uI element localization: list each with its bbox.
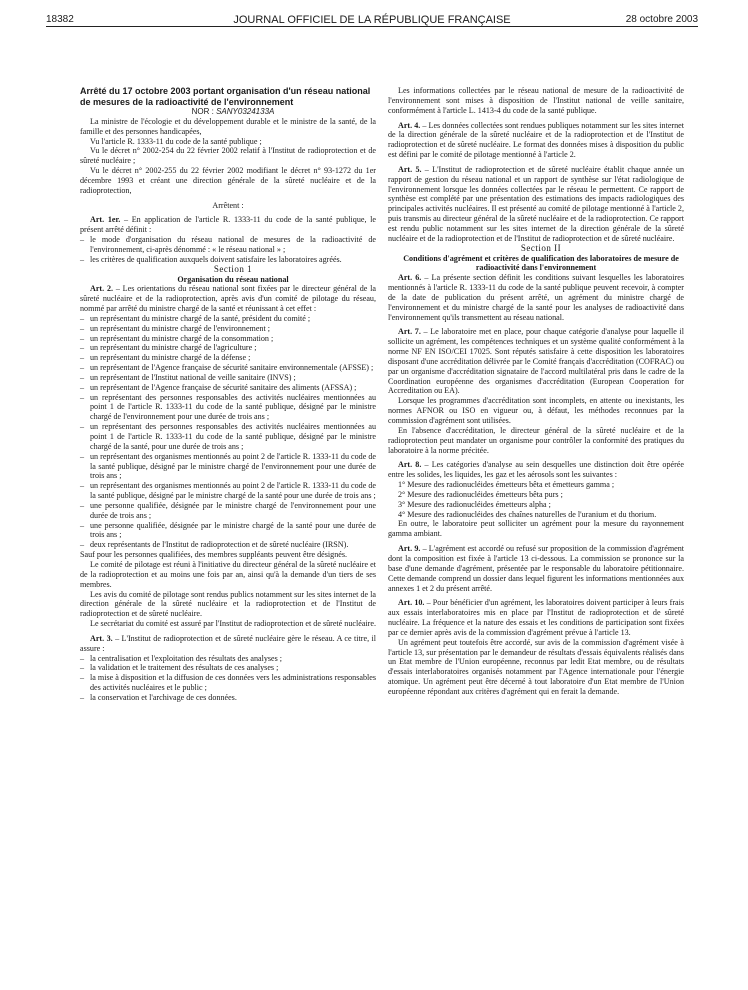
list-item: 1° Mesure des radionucléides émetteurs bêta et émetteurs gamma ; xyxy=(398,480,615,490)
paragraph: Lorsque les programmes d'accréditation sont incomplets, en attente ou inexistants, les normes AFNOR ou ISO en vigueur ou, à défaut, les méthodes reconnues par la commission d'agrément sont utilisées. xyxy=(388,396,684,425)
paragraph: En outre, le laboratoire peut solliciter un agrément pour la mesure du rayonnement gamma ambiant. xyxy=(388,519,684,539)
article-text: – En application de l'article R. 1333-11 du code de la santé publique, le présent arrêté définit : xyxy=(80,215,376,235)
header-rule xyxy=(46,26,698,27)
article-2 xyxy=(80,284,376,314)
section-title: Conditions d'agrément et critères de qualification des laboratoires de mesure de radioactivité dans l'environnement xyxy=(403,253,679,273)
paragraph: Le comité de pilotage est réuni à l'initiative du directeur général de la sûreté nucléaire et de la radioprotection et au moins une fois par an, ainsi qu'à la demande d'un tiers de ses membres. xyxy=(80,559,376,589)
article-text: – Pour bénéficier d'un agrément, les laboratoires doivent participer à leurs frais aux essais interlaboratoires mis en place par l'Institut de radioprotection et de sûreté nucléaire. La fréquence et la nature des essais et les conditions de participation sont fixées par ce dernier après avis de la commission d'agrément prévue à l'article 13. xyxy=(388,598,685,637)
article-label: Art. 7. xyxy=(398,327,421,337)
journal-title: JOURNAL OFFICIEL DE LA RÉPUBLIQUE FRANÇAISE xyxy=(233,14,511,26)
intro-paragraph: La ministre de l'écologie et du développement durable et le ministre de la santé, de la famille et des personnes handicapées, xyxy=(80,116,376,136)
article-label: Art. 2. xyxy=(90,284,114,294)
arretent-heading: Arrêtent : xyxy=(212,200,244,210)
list-item: – un représentant de l'Agence française de sécurité sanitaire des aliments (AFSSA) ; xyxy=(80,383,376,393)
list-item: – un représentant de l'Institut national de veille sanitaire (INVS) ; xyxy=(80,373,376,383)
article-6 xyxy=(388,273,684,322)
article-1-list xyxy=(80,235,376,265)
article-8 xyxy=(388,460,684,480)
article-3-list xyxy=(80,654,376,703)
publication-date: 28 octobre 2003 xyxy=(625,14,698,25)
article-4 xyxy=(388,121,684,160)
paragraph: Les informations collectées par le réseau national de mesure de la radioactivité de l'environnement sont mises à disposition de l'Institut national de veille sanitaire, conformément à l'article L. 1413-4 du code de la santé publique. xyxy=(388,86,684,115)
article-label: Art. 6. xyxy=(398,273,422,283)
article-text: – Les données collectées sont rendues publiques notamment sur les sites internet de la direction générale de la sûreté nucléaire et de la radioprotection et de l'Institut de radioprotection et de sûreté nucléaire. Le format des données mises à disposition du public est défini par le comité de pilotage mentionné à l'article 2. xyxy=(388,120,685,160)
article-text: – L'agrément est accordé ou refusé sur proposition de la commission d'agrément dont la composition est fixée à l'article 13 ci-dessous. La commission se prononce sur la base d'une demande d'agrément, présentée par le responsable du laboratoire pétitionnaire. Cette demande comprend un dossier dans lequel figurent les informations mentionnées aux annexes 1 et 2 du présent arrêté. xyxy=(388,544,685,593)
article-5 xyxy=(388,165,684,244)
article-text: – L'Institut de radioprotection et de sûreté nucléaire établit chaque année un rapport de gestion du réseau national et un rapport de synthèse sur l'état radiologique de l'environnement lorsque les données collectées par le réseau le permettent. Ce rapport de synthèse est complété par une présentation des estimations des impacts radiologiques des principales activités nucléaires. Il est présenté au comité de pilotage mentionné à l'article 2, puis transmis au directeur général de la sûreté nucléaire et de la radioprotection. Ce rapport est rendu public notamment sur les sites internet de la direction générale de la sûreté nucléaire et de la radioprotection et de l'Institut de radioprotection et de sûreté nucléaire. xyxy=(388,164,684,243)
section-title: Organisation du réseau national xyxy=(177,274,289,284)
article-label: Art. 1er. xyxy=(90,215,121,225)
paragraph: Sauf pour les personnes qualifiées, des membres suppléants peuvent être désignés. xyxy=(80,550,348,560)
list-item: – un représentant de l'Agence française de sécurité sanitaire environnementale (AFSSE) ; xyxy=(80,363,376,373)
list-item: – un représentant du ministre chargé de la santé, président du comité ; xyxy=(80,314,376,324)
decree-title: Arrêté du 17 octobre 2003 portant organisation d'un réseau national de mesures de la radioactivité de l'environnement xyxy=(80,86,371,107)
paragraph: Un agrément peut toutefois être accordé, sur avis de la commission d'agrément visée à l'article 13, sur présentation par le demandeur de résultats d'essais équivalents réalisés dans un Etat membre de l'Union européenne, reconnus par ledit Etat membre, ou de résultats d'essais interlaboratoires organisés notamment par l'Agence internationale pour l'énergie atomique. Un agrément peut être décerné à tout laboratoire d'un Etat membre de l'Union européenne répondant aux critères d'agrément qui en ferait la demande. xyxy=(388,637,684,696)
article-text: – Le laboratoire met en place, pour chaque catégorie d'analyse pour laquelle il sollicite un agrément, les compétences techniques et un système qualité conformément à la norme NF EN ISO/CEI 17025. Sont réputés satisfaire à cette disposition les laboratoires disposant d'une accréditation délivrée par le Comité français d'accréditation (COFRAC) ou par un organisme d'accréditation signataire de l'accord multilatéral pris dans le cadre de la Coordination européenne des organismes d'accréditation (European Cooperation for Accreditation ou EA). xyxy=(388,327,685,396)
list-item: 2° Mesure des radionucléides émetteurs bêta purs ; xyxy=(398,489,563,499)
list-item: – un représentant du ministre chargé de la défense ; xyxy=(80,353,376,363)
article-10 xyxy=(388,598,684,637)
list-item: – un représentant du ministre chargé de la consommation ; xyxy=(80,334,376,344)
list-item: – un représentant des personnes responsables des activités nucléaires mentionnées au point 1 de l'article R. 1333-11 du code de la santé publique, désigné par le ministre chargé de la santé, pour une durée de trois ans ; xyxy=(80,422,376,452)
paragraph: En l'absence d'accréditation, le directeur général de la sûreté nucléaire et de la radioprotection peut mandater un organisme pour contrôler la conformité des pratiques du laboratoire à la norme précitée. xyxy=(388,425,684,455)
article-text: – L'Institut de radioprotection et de sûreté nucléaire gère le réseau. A ce titre, il assure : xyxy=(80,633,377,653)
list-item: – la conservation et l'archivage de ces données. xyxy=(80,693,376,703)
article-9 xyxy=(388,544,684,593)
article-label: Art. 5. xyxy=(398,164,422,174)
list-item: – la mise à disposition et la diffusion de ces données vers les administrations responsables des activités nucléaires et le public ; xyxy=(80,673,376,693)
intro-paragraph: Vu l'article R. 1333-11 du code de la santé publique ; xyxy=(90,136,262,146)
section-heading: Section 1 xyxy=(213,263,253,274)
page-number: 18382 xyxy=(46,14,74,25)
article-7 xyxy=(388,327,684,396)
nor-code: SANY0324133A xyxy=(216,107,275,116)
list-item: – une personne qualifiée, désignée par le ministre chargé de la santé pour une durée de trois ans ; xyxy=(80,521,376,541)
article-label: Art. 4. xyxy=(398,120,421,130)
list-item: 3° Mesure des radionucléides émetteurs alpha ; xyxy=(398,499,551,509)
paragraph: Le secrétariat du comité est assuré par l'Institut de radioprotection et de sûreté nucléaire. xyxy=(90,619,376,629)
article-1 xyxy=(80,215,376,235)
list-item: – deux représentants de l'Institut de radioprotection et de sûreté nucléaire (IRSN). xyxy=(80,540,376,550)
intro-paragraph: Vu le décret n° 2002-255 du 22 février 2002 modifiant le décret n° 93-1272 du 1er décembre 1993 et créant une direction générale de la sûreté nucléaire et de la radioprotection, xyxy=(80,166,376,195)
section-heading: Section II xyxy=(520,242,562,253)
list-item: – un représentant du ministre chargé de l'environnement ; xyxy=(80,324,376,334)
article-label: Art. 8. xyxy=(398,460,422,470)
list-item: – les critères de qualification auxquels doivent satisfaire les laboratoires agréés. xyxy=(80,255,376,265)
nor-label: NOR : xyxy=(191,107,217,116)
list-item: – la centralisation et l'exploitation des résultats des analyses ; xyxy=(80,654,376,664)
list-item: – une personne qualifiée, désignée par le ministre chargé de l'environnement pour une durée de trois ans ; xyxy=(80,501,376,521)
list-item: – un représentant des personnes responsables des activités nucléaires mentionnées au point 1 de l'article R. 1333-11 du code de la santé publique, désigné par le ministre chargé de l'environnement pour une durée de trois ans ; xyxy=(80,393,376,423)
article-label: Art. 9. xyxy=(398,544,421,554)
list-item: – un représentant des organismes mentionnés au point 2 de l'article R. 1333-11 du code de la santé publique, désigné par le ministre chargé de la santé pour une durée de trois ans ; xyxy=(80,481,376,501)
intro-paragraph: Vu le décret n° 2002-254 du 22 février 2002 relatif à l'Institut de radioprotection et de sûreté nucléaire ; xyxy=(80,146,376,166)
list-item: – un représentant des organismes mentionnés au point 2 de l'article R. 1333-11 du code de la santé publique, désigné par le ministre chargé de l'environnement pour une durée de trois ans ; xyxy=(80,452,376,482)
left-column xyxy=(80,86,376,703)
paragraph: Les avis du comité de pilotage sont rendus publics notamment sur les sites internet de la direction générale de la sûreté nucléaire et la radioprotection et de l'Institut de radioprotection et de sûreté nucléaire. xyxy=(80,589,376,619)
article-text: – Les orientations du réseau national sont fixées par le directeur général de la sûreté nucléaire et de la radioprotection, après avis d'un comité de pilotage du réseau, nommé par arrêté du ministre chargé de la santé et réunissant à cet effet : xyxy=(80,284,377,314)
list-item: – le mode d'organisation du réseau national de mesures de la radioactivité de l'environnement, ci-après dénommé : « le réseau national » ; xyxy=(80,235,376,255)
nor-reference xyxy=(80,107,376,117)
list-item: – la validation et le traitement des résultats de ces analyses ; xyxy=(80,663,376,673)
article-3 xyxy=(80,634,376,654)
article-text: – Les catégories d'analyse au sein desquelles une distinction doit être opérée entre les solides, les liquides, les gaz et les aérosols sont les suivantes : xyxy=(388,460,684,480)
list-item: 4° Mesure des radionucléides des chaînes naturelles de l'uranium et du thorium. xyxy=(398,509,657,519)
right-column xyxy=(388,86,684,697)
article-label: Art. 10. xyxy=(398,598,425,608)
article-8-list xyxy=(388,480,684,519)
article-2-list xyxy=(80,314,376,550)
article-label: Art. 3. xyxy=(90,633,113,643)
list-item: – un représentant du ministre chargé de l'agriculture ; xyxy=(80,343,376,353)
article-text: – La présente section définit les conditions suivant lesquelles les laboratoires mentionnés à l'article R. 1333-11 du code de la santé publique peuvent recevoir, à compter de la date de publication du présent arrêté, un agrément du ministre chargé de l'environnement et du ministre chargé de la santé pour les analyses de radioactivité dans l'environnement qu'ils transmettent au réseau national. xyxy=(388,273,684,322)
